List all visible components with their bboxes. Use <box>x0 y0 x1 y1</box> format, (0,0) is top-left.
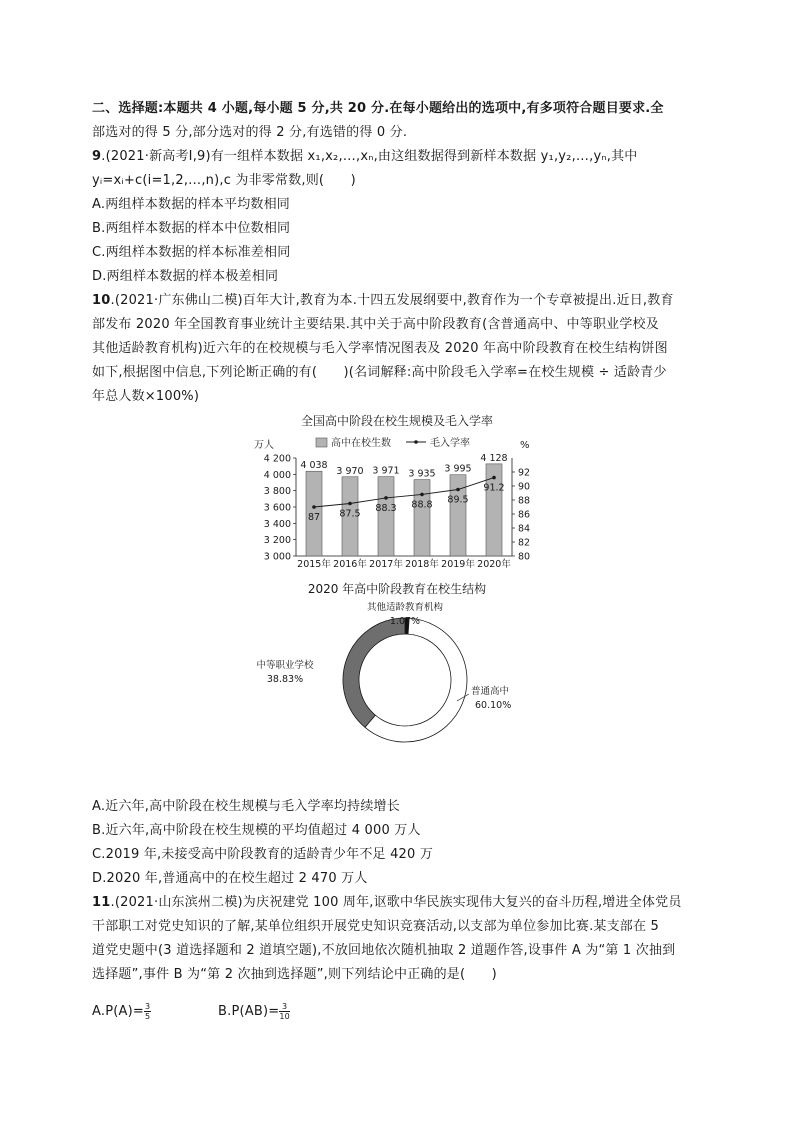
q11-number: 11 <box>92 895 111 910</box>
q11-option-b-fraction <box>279 1002 290 1021</box>
rate-point <box>420 493 424 497</box>
bar <box>378 477 394 556</box>
q9-option-a: A.两组样本数据的样本平均数相同 <box>92 197 290 212</box>
y-left-tick-label: 3 600 <box>263 502 291 514</box>
bar-line-chart <box>250 432 560 572</box>
section-header-line1: 二、选择题:本题共 4 小题,每小题 5 分,共 20 分.在每小题给出的选项中,有多项符合题目要求.全 <box>92 101 664 116</box>
rate-value-label: 88.3 <box>375 502 397 514</box>
rate-value-label: 91.2 <box>483 482 505 494</box>
q11-stem-line3: 道党史题中(3 道选择题和 2 道填空题),不放回地依次随机抽取 2 道题作答,设事件 A 为“第 1 次抽到 <box>92 943 676 958</box>
slice-label-value: 1.07% <box>389 616 421 627</box>
y-right-tick-label: 80 <box>518 551 531 563</box>
rate-point <box>312 505 316 509</box>
legend-line-marker <box>414 440 418 444</box>
q11-option-a-numerator: 3 <box>144 1002 151 1011</box>
x-tick-label: 2020年 <box>477 559 511 570</box>
y-right-tick-label: 92 <box>518 467 531 479</box>
bar-value-label: 4 038 <box>300 460 328 472</box>
q11-option-b-denominator: 10 <box>279 1012 290 1021</box>
rate-point <box>348 502 352 506</box>
rate-value-label: 89.5 <box>447 494 469 506</box>
x-tick-label: 2017年 <box>369 559 403 570</box>
q10-stem-line3: 其他适龄教育机构)近六年的在校规模与毛入学率情况图表及 2020 年高中阶段教育在校生结构饼图 <box>92 341 668 356</box>
rate-point <box>384 496 388 500</box>
y-left-tick-label: 4 200 <box>263 453 291 465</box>
q10-option-a: A.近六年,高中阶段在校生规模与毛入学率均持续增长 <box>92 799 400 814</box>
rate-point <box>456 488 460 492</box>
bar-value-label: 3 995 <box>444 463 472 475</box>
y-right-tick-label: 88 <box>518 495 531 507</box>
x-tick-label: 2018年 <box>405 559 439 570</box>
q9-stem-text: .(2021·新高考Ⅰ,9)有一组样本数据 x₁,x₂,…,xₙ,由这组数据得到新样本数据 y₁,y₂,…,yₙ,其中 <box>101 149 638 164</box>
rate-value-label: 87 <box>307 512 321 523</box>
q10-stem-line1 <box>92 292 674 310</box>
q9-stem-line1 <box>92 148 637 166</box>
donut-chart-title: 2020 年高中阶段教育在校生结构 <box>307 582 487 596</box>
q9-option-c: C.两组样本数据的样本标准差相同 <box>92 245 291 260</box>
q10-option-c: C.2019 年,未接受高中阶段教育的适龄青少年不足 420 万 <box>92 847 434 862</box>
y-right-tick-label: 82 <box>518 537 531 549</box>
rate-value-label: 88.8 <box>411 499 433 511</box>
y-left-tick-label: 3 800 <box>263 486 291 498</box>
q9-option-d: D.两组样本数据的样本极差相同 <box>92 269 279 284</box>
legend-swatch-bar <box>316 438 327 447</box>
q11-option-b-numerator: 3 <box>279 1002 290 1012</box>
y-left-tick-label: 3 400 <box>263 518 291 530</box>
q11-option-b-prefix: B.P(AB)= <box>218 1004 280 1019</box>
bar-value-label: 3 971 <box>372 465 400 477</box>
y-right-tick-label: 86 <box>518 509 531 521</box>
bar-value-label: 3 970 <box>336 465 364 477</box>
q10-stem-line5: 年总人数×100%) <box>92 389 200 404</box>
q10-number: 10 <box>92 293 111 308</box>
q11-option-a-prefix: A.P(A)= <box>92 1004 144 1019</box>
q10-stem-line4: 如下,根据图中信息,下列论断正确的有( )(名词解释:高中阶段毛入学率=在校生规模 ÷ 适龄青少 <box>92 365 667 380</box>
q11-option-a <box>92 1002 151 1021</box>
slice-label-value: 60.10% <box>475 700 512 711</box>
q11-option-a-fraction <box>144 1002 151 1021</box>
rate-value-label: 87.5 <box>339 508 361 520</box>
x-tick-label: 2016年 <box>333 559 367 570</box>
section-header-line2: 部选对的得 5 分,部分选对的得 2 分,有选错的得 0 分. <box>92 125 408 140</box>
q11-stem-line2: 干部职工对党史知识的了解,某单位组织开展党史知识竞赛活动,以支部为单位参加比赛.某支部在 5 <box>92 919 660 934</box>
rate-point <box>492 476 496 480</box>
y-left-tick-label: 3 000 <box>263 551 291 563</box>
q10-option-b: B.近六年,高中阶段在校生规模的平均值超过 4 000 万人 <box>92 823 421 838</box>
y-left-tick-label: 4 000 <box>263 469 291 481</box>
legend-label-line: 毛入学率 <box>430 438 470 449</box>
q9-option-b: B.两组样本数据的样本中位数相同 <box>92 221 291 236</box>
y-right-unit: % <box>520 440 530 451</box>
q10-option-d: D.2020 年,普通高中的在校生超过 2 470 万人 <box>92 871 368 886</box>
q10-stem-line2: 部发布 2020 年全国教育事业统计主要结果.其中关于高中阶段教育(含普通高中、中等职业学校及 <box>92 317 659 332</box>
donut-slice <box>343 618 405 727</box>
bar-value-label: 4 128 <box>480 452 508 464</box>
bar <box>414 480 430 556</box>
slice-label-value: 38.83% <box>266 674 304 685</box>
y-right-tick-label: 90 <box>518 481 531 493</box>
q10-stem-text: .(2021·广东佛山二模)百年大计,教育为本.十四五发展纲要中,教育作为一个专章被提出.近日,教育 <box>110 293 674 308</box>
q11-option-b <box>218 1002 290 1021</box>
x-tick-label: 2015年 <box>297 559 331 570</box>
x-tick-label: 2019年 <box>441 559 475 570</box>
q11-stem-text: .(2021·山东滨州二模)为庆祝建党 100 周年,讴歌中华民族实现伟大复兴的奋斗历程,增进全体党员 <box>110 895 682 910</box>
y-left-unit: 万人 <box>254 440 274 451</box>
y-right-tick-label: 84 <box>518 523 531 535</box>
y-left-tick-label: 3 200 <box>263 535 291 547</box>
q11-stem-line1 <box>92 894 682 912</box>
donut-chart <box>255 602 555 772</box>
q11-stem-line4: 选择题”,事件 B 为“第 2 次抽到选择题”,则下列结论中正确的是( ) <box>92 967 497 982</box>
slice-label-name: 普通高中 <box>471 686 510 697</box>
bar-value-label: 3 935 <box>408 468 436 480</box>
q9-number: 9 <box>92 149 102 164</box>
q9-stem-line2: yᵢ=xᵢ+c(i=1,2,…,n),c 为非零常数,则( ) <box>92 173 356 188</box>
slice-label-name: 其他适龄教育机构 <box>366 602 444 613</box>
bar <box>450 475 466 556</box>
bar-chart-title: 全国高中阶段在校生规模及毛入学率 <box>300 414 493 428</box>
slice-label-name: 中等职业学校 <box>256 660 314 671</box>
q11-option-a-denominator: 5 <box>144 1012 151 1021</box>
legend-label-bar: 高中在校生数 <box>331 438 391 449</box>
